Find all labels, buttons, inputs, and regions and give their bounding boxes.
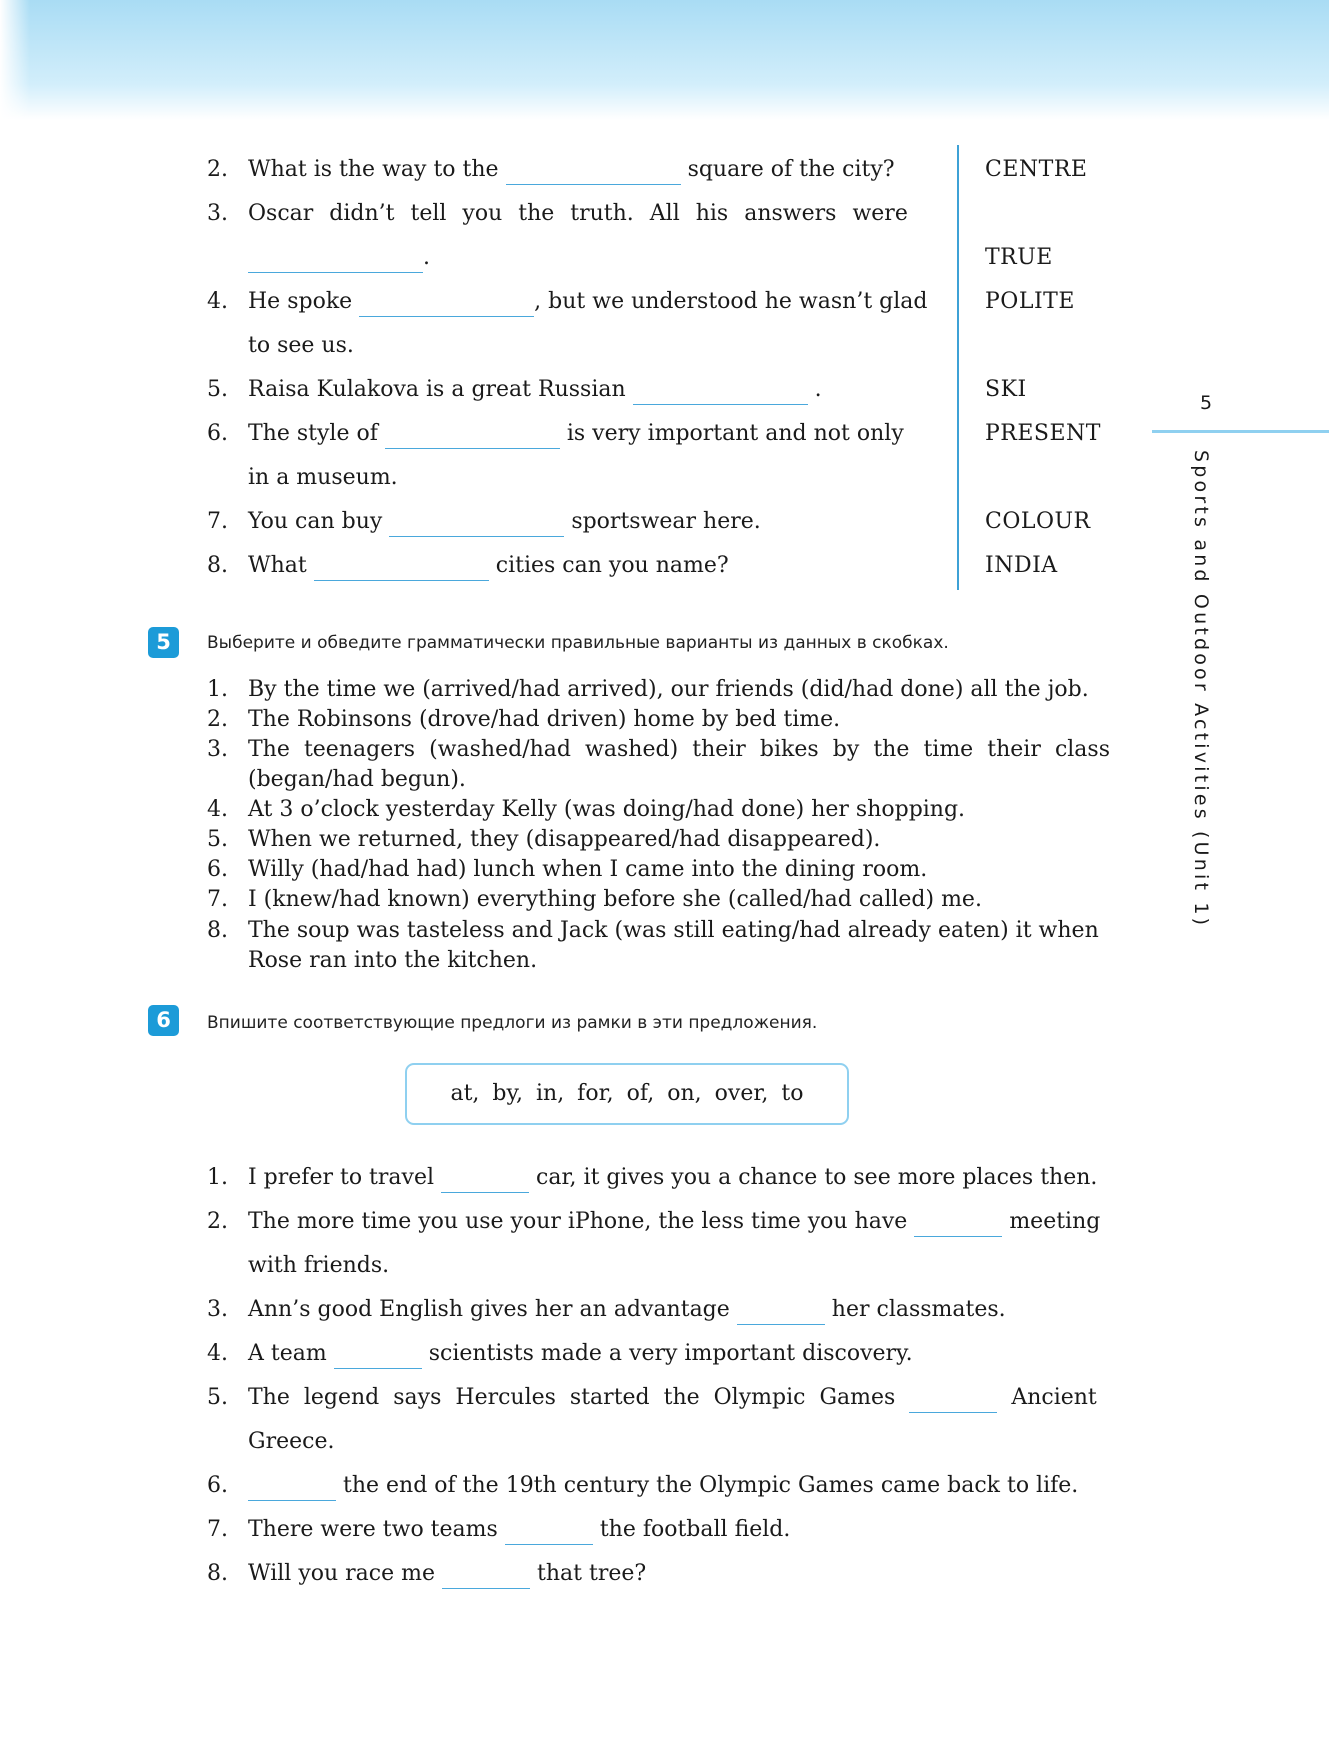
ex4-item-3-line2: . (248, 243, 430, 273)
page-number: 5 (1200, 392, 1213, 414)
exercise-6-badge: 6 (148, 1005, 179, 1036)
ex4-word-4: POLITE (985, 289, 1075, 314)
answer-blank[interactable] (334, 1340, 422, 1369)
answer-blank[interactable] (314, 552, 489, 581)
exercise-6-instruction: Впишите соответствующие предлоги из рамки в эти предложения. (207, 1013, 818, 1033)
answer-blank[interactable] (737, 1296, 825, 1325)
ex6-item-2-line2: with friends. (248, 1253, 390, 1278)
answer-blank[interactable] (248, 1472, 336, 1501)
ex4-word-6: PRESENT (985, 421, 1101, 446)
ex5-item-3-line2: (began/had begun). (248, 767, 466, 792)
answer-blank[interactable] (914, 1208, 1002, 1237)
ex4-word-5: SKI (985, 377, 1027, 402)
ex4-word-8: INDIA (985, 553, 1058, 578)
side-divider (1152, 430, 1329, 433)
answer-blank[interactable] (633, 376, 808, 405)
ex4-word-3: TRUE (985, 245, 1053, 270)
answer-blank[interactable] (441, 1164, 529, 1193)
ex4-word-2: CENTRE (985, 157, 1088, 182)
ex5-item-8-line2: Rose ran into the kitchen. (248, 948, 538, 973)
word-column-divider (957, 145, 959, 590)
answer-blank[interactable] (442, 1560, 530, 1589)
answer-blank[interactable] (909, 1384, 997, 1413)
answer-blank[interactable] (505, 1516, 593, 1545)
ex6-item-5-line2: Greece. (248, 1429, 335, 1454)
answer-blank[interactable] (389, 508, 564, 537)
answer-blank[interactable] (385, 420, 560, 449)
answer-blank[interactable] (506, 156, 681, 185)
answer-blank[interactable] (248, 244, 423, 273)
unit-title: Sports and Outdoor Activities (Unit 1) (1190, 450, 1212, 929)
answer-blank[interactable] (359, 288, 534, 317)
ex4-item-6-line2: in a museum. (248, 465, 398, 490)
exercise-5-badge: 5 (148, 627, 179, 658)
ex4-item-4-line2: to see us. (248, 333, 354, 358)
prepositions-box: at, by, in, for, of, on, over, to (405, 1063, 849, 1125)
ex4-word-7: COLOUR (985, 509, 1091, 534)
exercise-5-instruction: Выберите и обведите грамматически правильные варианты из данных в скобках. (207, 633, 949, 653)
header-band (0, 0, 1329, 120)
